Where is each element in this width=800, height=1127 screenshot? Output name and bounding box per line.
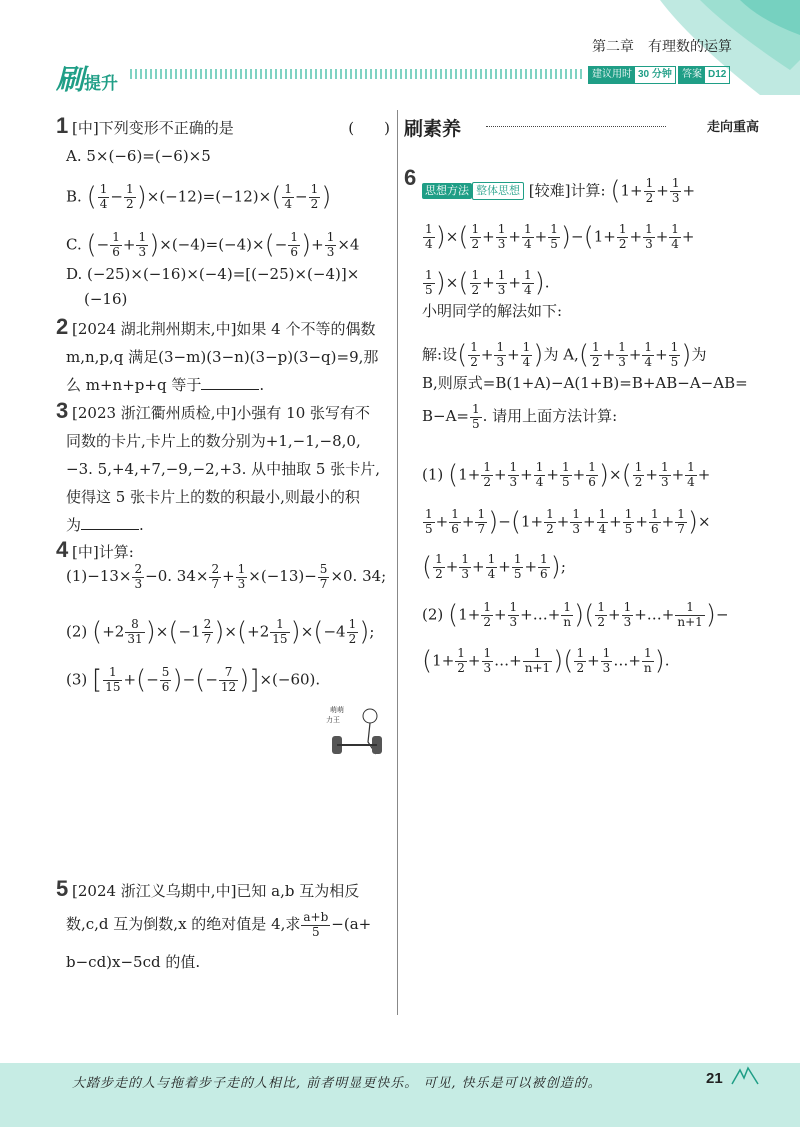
- question-3-line1: [2023 浙江衢州质检,中]小强有 10 张写有不: [72, 404, 371, 422]
- part-2-label: (2): [66, 622, 88, 641]
- option-d: D. (−25)×(−16)×(−4)=[(−25)×(−4)]×: [66, 265, 360, 283]
- option-d-continued: (−16): [84, 290, 128, 308]
- question-3-text: 为: [66, 516, 82, 534]
- question-1-number: 1: [56, 113, 69, 138]
- question-6-part1-line1: (1) (1+ $\frac{1}{2}$ + $\frac{1}{3}$ + $\frac{1}{4}$ + $\frac{1}{5}$ + $\frac{1}{6}$ )×( $\frac{1}{2}$ + $\frac{1}{3}$ + $\frac{1}{4}$ +: [422, 460, 711, 490]
- option-b-label: B.: [66, 187, 82, 206]
- part-1-label: (1): [422, 465, 444, 484]
- question-2-line3: 么 m+n+p+q 等于 .: [66, 376, 265, 394]
- svg-text:力王: 力王: [326, 716, 340, 724]
- page-ornament-icon: [730, 1066, 760, 1090]
- solution-result: B−A=: [422, 407, 469, 425]
- section-title: 刷素养: [404, 119, 462, 140]
- weightlifter-cartoon: [322, 700, 392, 765]
- solution-instruction: . 请用上面方法计算:: [482, 407, 618, 425]
- question-3-line3: −3. 5,+4,+7,−9,−2,+3. 从中抽取 5 张卡片,: [66, 460, 380, 478]
- question-5-line1: [2024 浙江义乌期中,中]已知 a,b 互为相反: [72, 882, 360, 900]
- question-6-stem: [较难]计算:: [528, 181, 606, 200]
- question-5-text: 数,c,d 互为倒数,x 的绝对值是 4,求: [66, 915, 301, 933]
- question-4-stem: [中]计算:: [72, 543, 134, 561]
- question-2-line1: [2024 湖北荆州期末,中]如果 4 个不等的偶数: [72, 320, 376, 338]
- option-a: A. 5×(−6)=(−6)×5: [66, 147, 211, 165]
- chapter-title: [592, 36, 746, 56]
- time-value: 30 分钟: [638, 69, 672, 80]
- question-5-line2: 数,c,d 互为倒数,x 的绝对值是 4,求 $\frac{a+b}{5}$ −(a+: [66, 909, 372, 939]
- answer-blank[interactable]: [201, 389, 259, 390]
- question-3-line5: 为 .: [66, 516, 144, 534]
- answer-blank[interactable]: [81, 529, 139, 530]
- time-badge: [588, 66, 676, 84]
- question-3-line4: 使得这 5 张卡片上的数的积最小,则最小的积: [66, 488, 360, 506]
- tag-method: 思想方法: [422, 183, 472, 199]
- answer-value: D12: [708, 69, 727, 80]
- section-logo: [56, 58, 118, 98]
- question-1: [72, 114, 390, 143]
- solution-as-b: 为: [691, 345, 707, 364]
- answer-badge: [678, 66, 730, 84]
- column-divider: [397, 110, 398, 1015]
- question-6-part1-line3: ( $\frac{1}{2}$ + $\frac{1}{3}$ + $\frac{1}{4}$ + $\frac{1}{5}$ + $\frac{1}{6}$ );: [422, 552, 566, 582]
- option-b: B. ( $\frac{1}{4}$ − $\frac{1}{2}$ )×(−12)=(−12)×( $\frac{1}{4}$ − $\frac{1}{2}$ ): [66, 182, 332, 212]
- section-dotted-line: [486, 126, 666, 127]
- answer-parentheses: ( ): [348, 119, 390, 137]
- question-1-stem: [中]下列变形不正确的是: [72, 119, 234, 137]
- question-2-number: 2: [56, 314, 69, 339]
- question-4-part2: (2) (+2 $\frac{8}{31}$ )×(−1 $\frac{2}{7}$ )×(+2 $\frac{1}{15}$ )×(−4 $\frac{1}{2}$ );: [66, 617, 375, 647]
- part-3-label: (3): [66, 670, 88, 689]
- question-6-number: 6: [404, 165, 417, 190]
- question-6-line3: $\frac{1}{5}$ )×( $\frac{1}{2}$ + $\frac{1}{3}$ + $\frac{1}{4}$ ).: [425, 268, 550, 298]
- chapter-number: 第二章: [592, 38, 634, 54]
- question-6-line2: $\frac{1}{4}$ )×( $\frac{1}{2}$ + $\frac{1}{3}$ + $\frac{1}{4}$ + $\frac{1}{5}$ )−(1+ $\frac{1}{2}$ + $\frac{1}{3}$ + $\frac{1}{4}$ +: [425, 222, 695, 252]
- question-2-text: 么 m+n+p+q 等于: [66, 376, 202, 394]
- question-2-line2: m,n,p,q 满足(3−m)(3−n)(3−p)(3−q)=9,那: [66, 348, 379, 366]
- footer-quote: 大踏步走的人与拖着步子走的人相比, 前者明显更快乐。 可见, 快乐是可以被创造的。: [72, 1076, 602, 1091]
- question-4-part1: (1)−13× $\frac{2}{3}$ −0. 34× $\frac{2}{7}$ + $\frac{1}{3}$ ×(−13)− $\frac{5}{7}$ ×0. 34;: [66, 561, 387, 591]
- logo-small: 提升: [84, 74, 119, 93]
- page-number: 21: [706, 1070, 723, 1087]
- solution-prefix: 解:设: [422, 345, 458, 364]
- section-subtitle: 走向重高: [706, 119, 759, 134]
- question-6-part1-line2: $\frac{1}{5}$ + $\frac{1}{6}$ + $\frac{1}{7}$ )−(1+ $\frac{1}{2}$ + $\frac{1}{3}$ + $\frac{1}{4}$ + $\frac{1}{5}$ + $\frac{1}{6}$ + $\frac{1}{7}$ )×: [425, 507, 711, 537]
- question-6-part2-line1: (2) (1+ $\frac{1}{2}$ + $\frac{1}{3}$ +…+ $\frac{1}{n}$ )( $\frac{1}{2}$ + $\frac{1}{3}$ +…+ $\frac{1}{n+1}$ )−: [422, 600, 729, 630]
- question-6-part2-line2: (1+ $\frac{1}{2}$ + $\frac{1}{3}$ …+ $\frac{1}{n+1}$ )( $\frac{1}{2}$ + $\frac{1}{3}$ …+ $\frac{1}{n}$ ).: [422, 646, 670, 676]
- solution-line3: B−A= $\frac{1}{5}$ . 请用上面方法计算:: [422, 401, 618, 431]
- question-4-part3: (3) [ $\frac{1}{15}$ +(− $\frac{5}{6}$ )−(− $\frac{7}{12}$ )]×(−60).: [66, 665, 321, 695]
- part-2-label: (2): [422, 605, 444, 624]
- solution-line1: 解:设( $\frac{1}{2}$ + $\frac{1}{3}$ + $\frac{1}{4}$ )为 A,( $\frac{1}{2}$ + $\frac{1}{3}$ + $\frac{1}{4}$ + $\frac{1}{5}$ )为: [422, 340, 707, 370]
- solution-line2: B,则原式=B(1+A)−A(1+B)=B+AB−A−AB=: [422, 374, 748, 392]
- logo-big: 刷: [56, 64, 85, 95]
- question-4-number: 4: [56, 537, 69, 562]
- question-5-number: 5: [56, 876, 69, 901]
- question-6-line1: 思想方法 整体思想 [较难]计算: (1+ $\frac{1}{2}$ + $\frac{1}{3}$ +: [422, 166, 767, 217]
- time-label: 建议用时: [589, 67, 635, 83]
- header-dotted-line: [130, 69, 585, 79]
- option-c-label: C.: [66, 235, 82, 254]
- question-3-number: 3: [56, 398, 69, 423]
- solution-intro: 小明同学的解法如下:: [422, 302, 563, 320]
- svg-text:萌萌: 萌萌: [330, 706, 344, 714]
- answer-label: 答案: [679, 67, 705, 83]
- option-c: C. (− $\frac{1}{6}$ + $\frac{1}{3}$ )×(−4)=(−4)×(− $\frac{1}{6}$ )+ $\frac{1}{3}$ ×4: [66, 230, 360, 260]
- section-header: [404, 114, 759, 138]
- question-3-line2: 同数的卡片,卡片上的数分别为+1,−1,−8,0,: [66, 432, 361, 450]
- chapter-name: 有理数的运算: [648, 38, 732, 54]
- part-1-label: (1): [66, 567, 88, 585]
- question-5-line3: b−cd)x−5cd 的值.: [66, 953, 201, 971]
- solution-as-a: 为 A,: [543, 345, 579, 364]
- tag-whole-idea: 整体思想: [472, 182, 524, 200]
